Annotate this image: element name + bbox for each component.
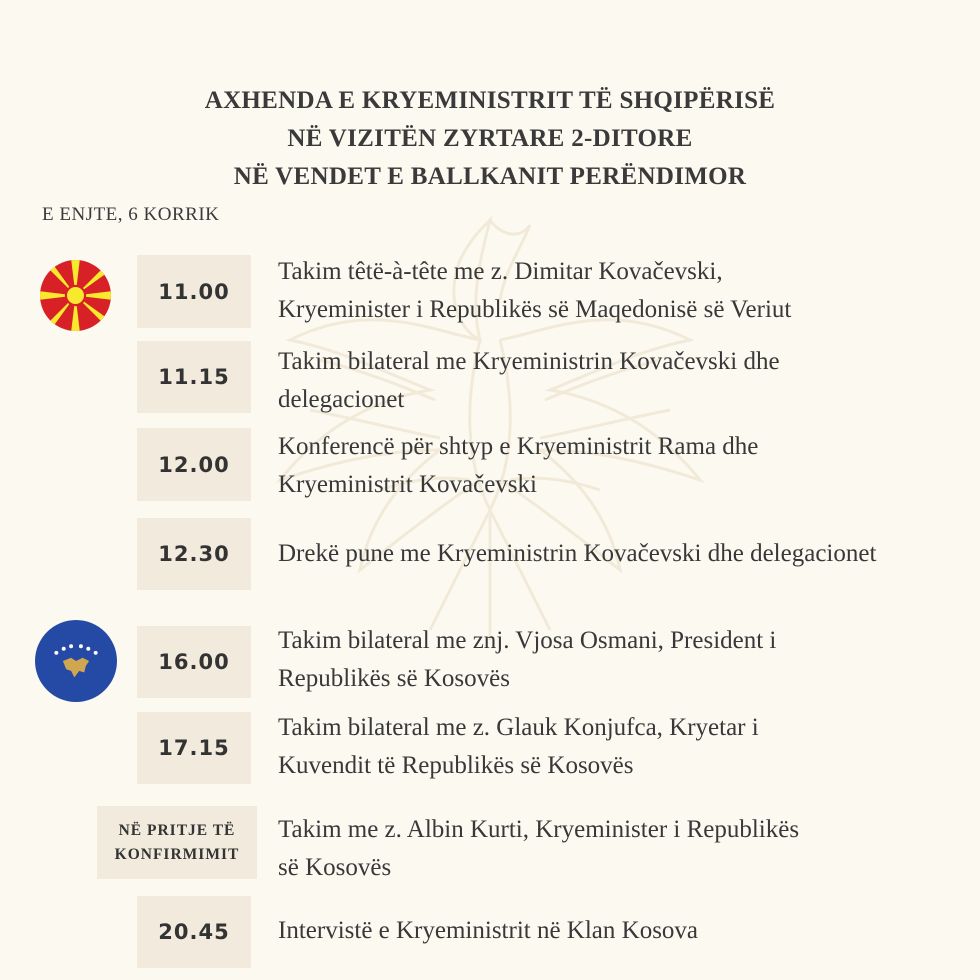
event-time-1200: 12.00 [137, 428, 251, 501]
event-line: Intervistë e Kryeministrit në Klan Kosova [278, 917, 699, 944]
title-line-1: AXHENDA E KRYEMINISTRIT TË SHQIPËRISË [204, 87, 776, 114]
pending-label-line-2: KONFIRMIMIT [114, 845, 240, 863]
pending-label-line-1: NË PRITJE TË [118, 821, 236, 839]
event-line: së Kosovës [278, 854, 392, 881]
event-description-1230 [278, 535, 968, 573]
event-description-1600 [278, 622, 968, 698]
event-line: Kryeminister i Republikës së Maqedonisë së Veriut [278, 296, 792, 323]
event-description-pending [278, 811, 968, 887]
event-description-1115 [278, 343, 968, 419]
event-description-1200 [278, 428, 968, 504]
event-time-1600: 16.00 [137, 626, 251, 698]
event-time-1715: 17.15 [137, 712, 251, 784]
event-time-1100: 11.00 [137, 255, 251, 328]
title-line-2: NË VIZITËN ZYRTARE 2-DITORE [287, 125, 693, 152]
event-line: delegacionet [278, 386, 405, 413]
event-line: Takim bilateral me Kryeministrin Kovačevski dhe [278, 348, 780, 375]
event-description-1715 [278, 709, 968, 785]
event-line: Takim bilateral me znj. Vjosa Osmani, President i [278, 627, 777, 654]
event-line: Takim têtë-à-tête me z. Dimitar Kovačevski, [278, 258, 723, 285]
event-line: Takim me z. Albin Kurti, Kryeminister i Republikës [278, 816, 800, 843]
pending-confirmation-badge [97, 806, 257, 879]
event-line: Takim bilateral me z. Glauk Konjufca, Kryetar i [278, 714, 759, 741]
event-line: Republikës së Kosovës [278, 665, 510, 692]
event-description-2045 [278, 912, 968, 950]
event-time-2045: 20.45 [137, 896, 251, 968]
event-line: Konferencë për shtyp e Kryeministrit Rama dhe [278, 433, 759, 460]
event-line: Drekë pune me Kryeministrin Kovačevski dhe delegacionet [278, 540, 877, 567]
event-time-1115: 11.15 [137, 341, 251, 413]
event-time-1230: 12.30 [137, 518, 251, 590]
event-line: Kuvendit të Republikës së Kosovës [278, 752, 634, 779]
event-description-1100 [278, 253, 968, 329]
north-macedonia-flag-icon [40, 260, 111, 331]
event-date: E ENJTE, 6 KORRIK [42, 204, 220, 225]
page-title [0, 82, 980, 196]
kosovo-flag-icon [35, 620, 117, 702]
title-line-3: NË VENDET E BALLKANIT PERËNDIMOR [233, 163, 747, 190]
event-line: Kryeministrit Kovačevski [278, 471, 537, 498]
